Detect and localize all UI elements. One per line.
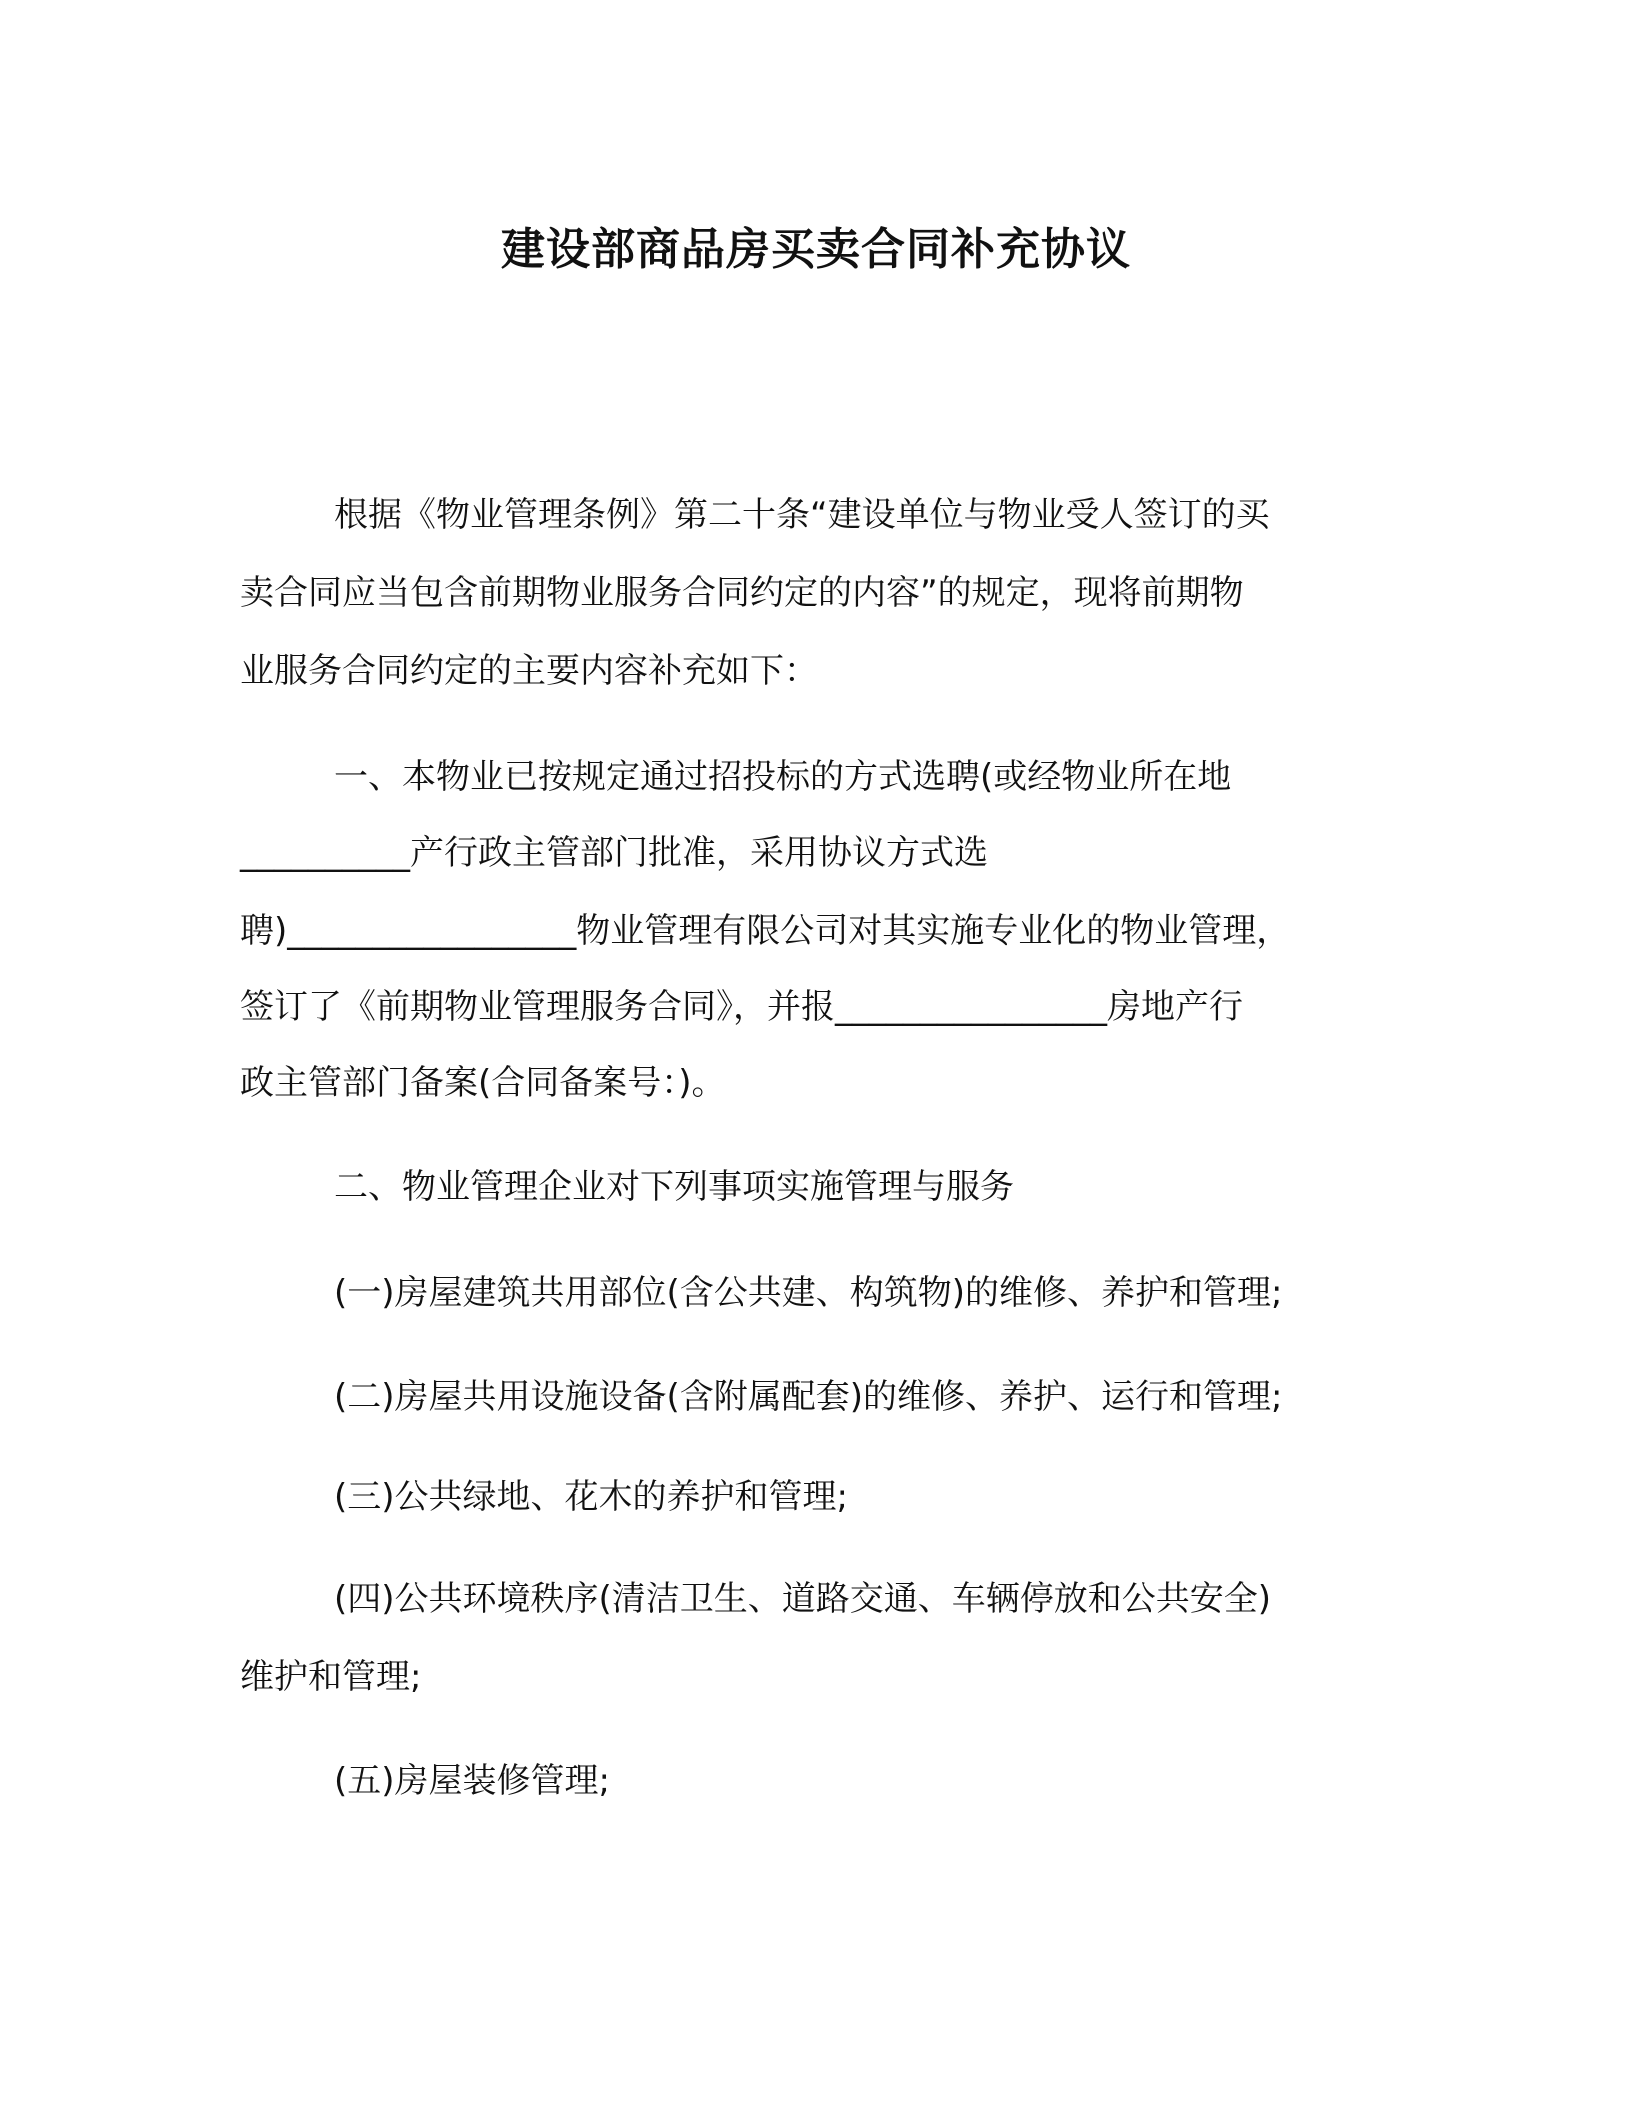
- section1-line-2: __________产行政主管部门批准，采用协议方式选: [240, 833, 988, 873]
- intro-line-3: 业服务合同约定的主要内容补充如下：: [240, 651, 818, 691]
- section2-heading: 二、物业管理企业对下列事项实施管理与服务: [334, 1167, 1014, 1207]
- intro-line-1: 根据《物业管理条例》第二十条“建设单位与物业受人签订的买: [334, 495, 1270, 535]
- section1-line-3: 聘)_________________物业管理有限公司对其实施专业化的物业管理，: [240, 911, 1291, 951]
- section1-line-5: 政主管部门备案(合同备案号：)。: [240, 1063, 726, 1103]
- document-title: 建设部商品房买卖合同补充协议: [501, 224, 1131, 275]
- section2-item-4-line-2: 维护和管理;: [240, 1657, 422, 1697]
- section1-line-1: 一、本物业已按规定通过招投标的方式选聘(或经物业所在地: [334, 757, 1232, 797]
- section2-item-2: (二)房屋共用设施设备(含附属配套)的维修、养护、运行和管理;: [334, 1377, 1283, 1417]
- section1-line-4: 签订了《前期物业管理服务合同》，并报________________房地产行: [240, 987, 1243, 1027]
- section2-item-1: (一)房屋建筑共用部位(含公共建、构筑物)的维修、养护和管理;: [334, 1273, 1283, 1313]
- section2-item-4-line-1: (四)公共环境秩序(清洁卫生、道路交通、车辆停放和公共安全): [334, 1579, 1272, 1619]
- section2-item-5: (五)房屋装修管理;: [334, 1761, 610, 1801]
- section2-item-3: (三)公共绿地、花木的养护和管理;: [334, 1477, 848, 1517]
- intro-line-2: 卖合同应当包含前期物业服务合同约定的内容”的规定，现将前期物: [240, 573, 1244, 613]
